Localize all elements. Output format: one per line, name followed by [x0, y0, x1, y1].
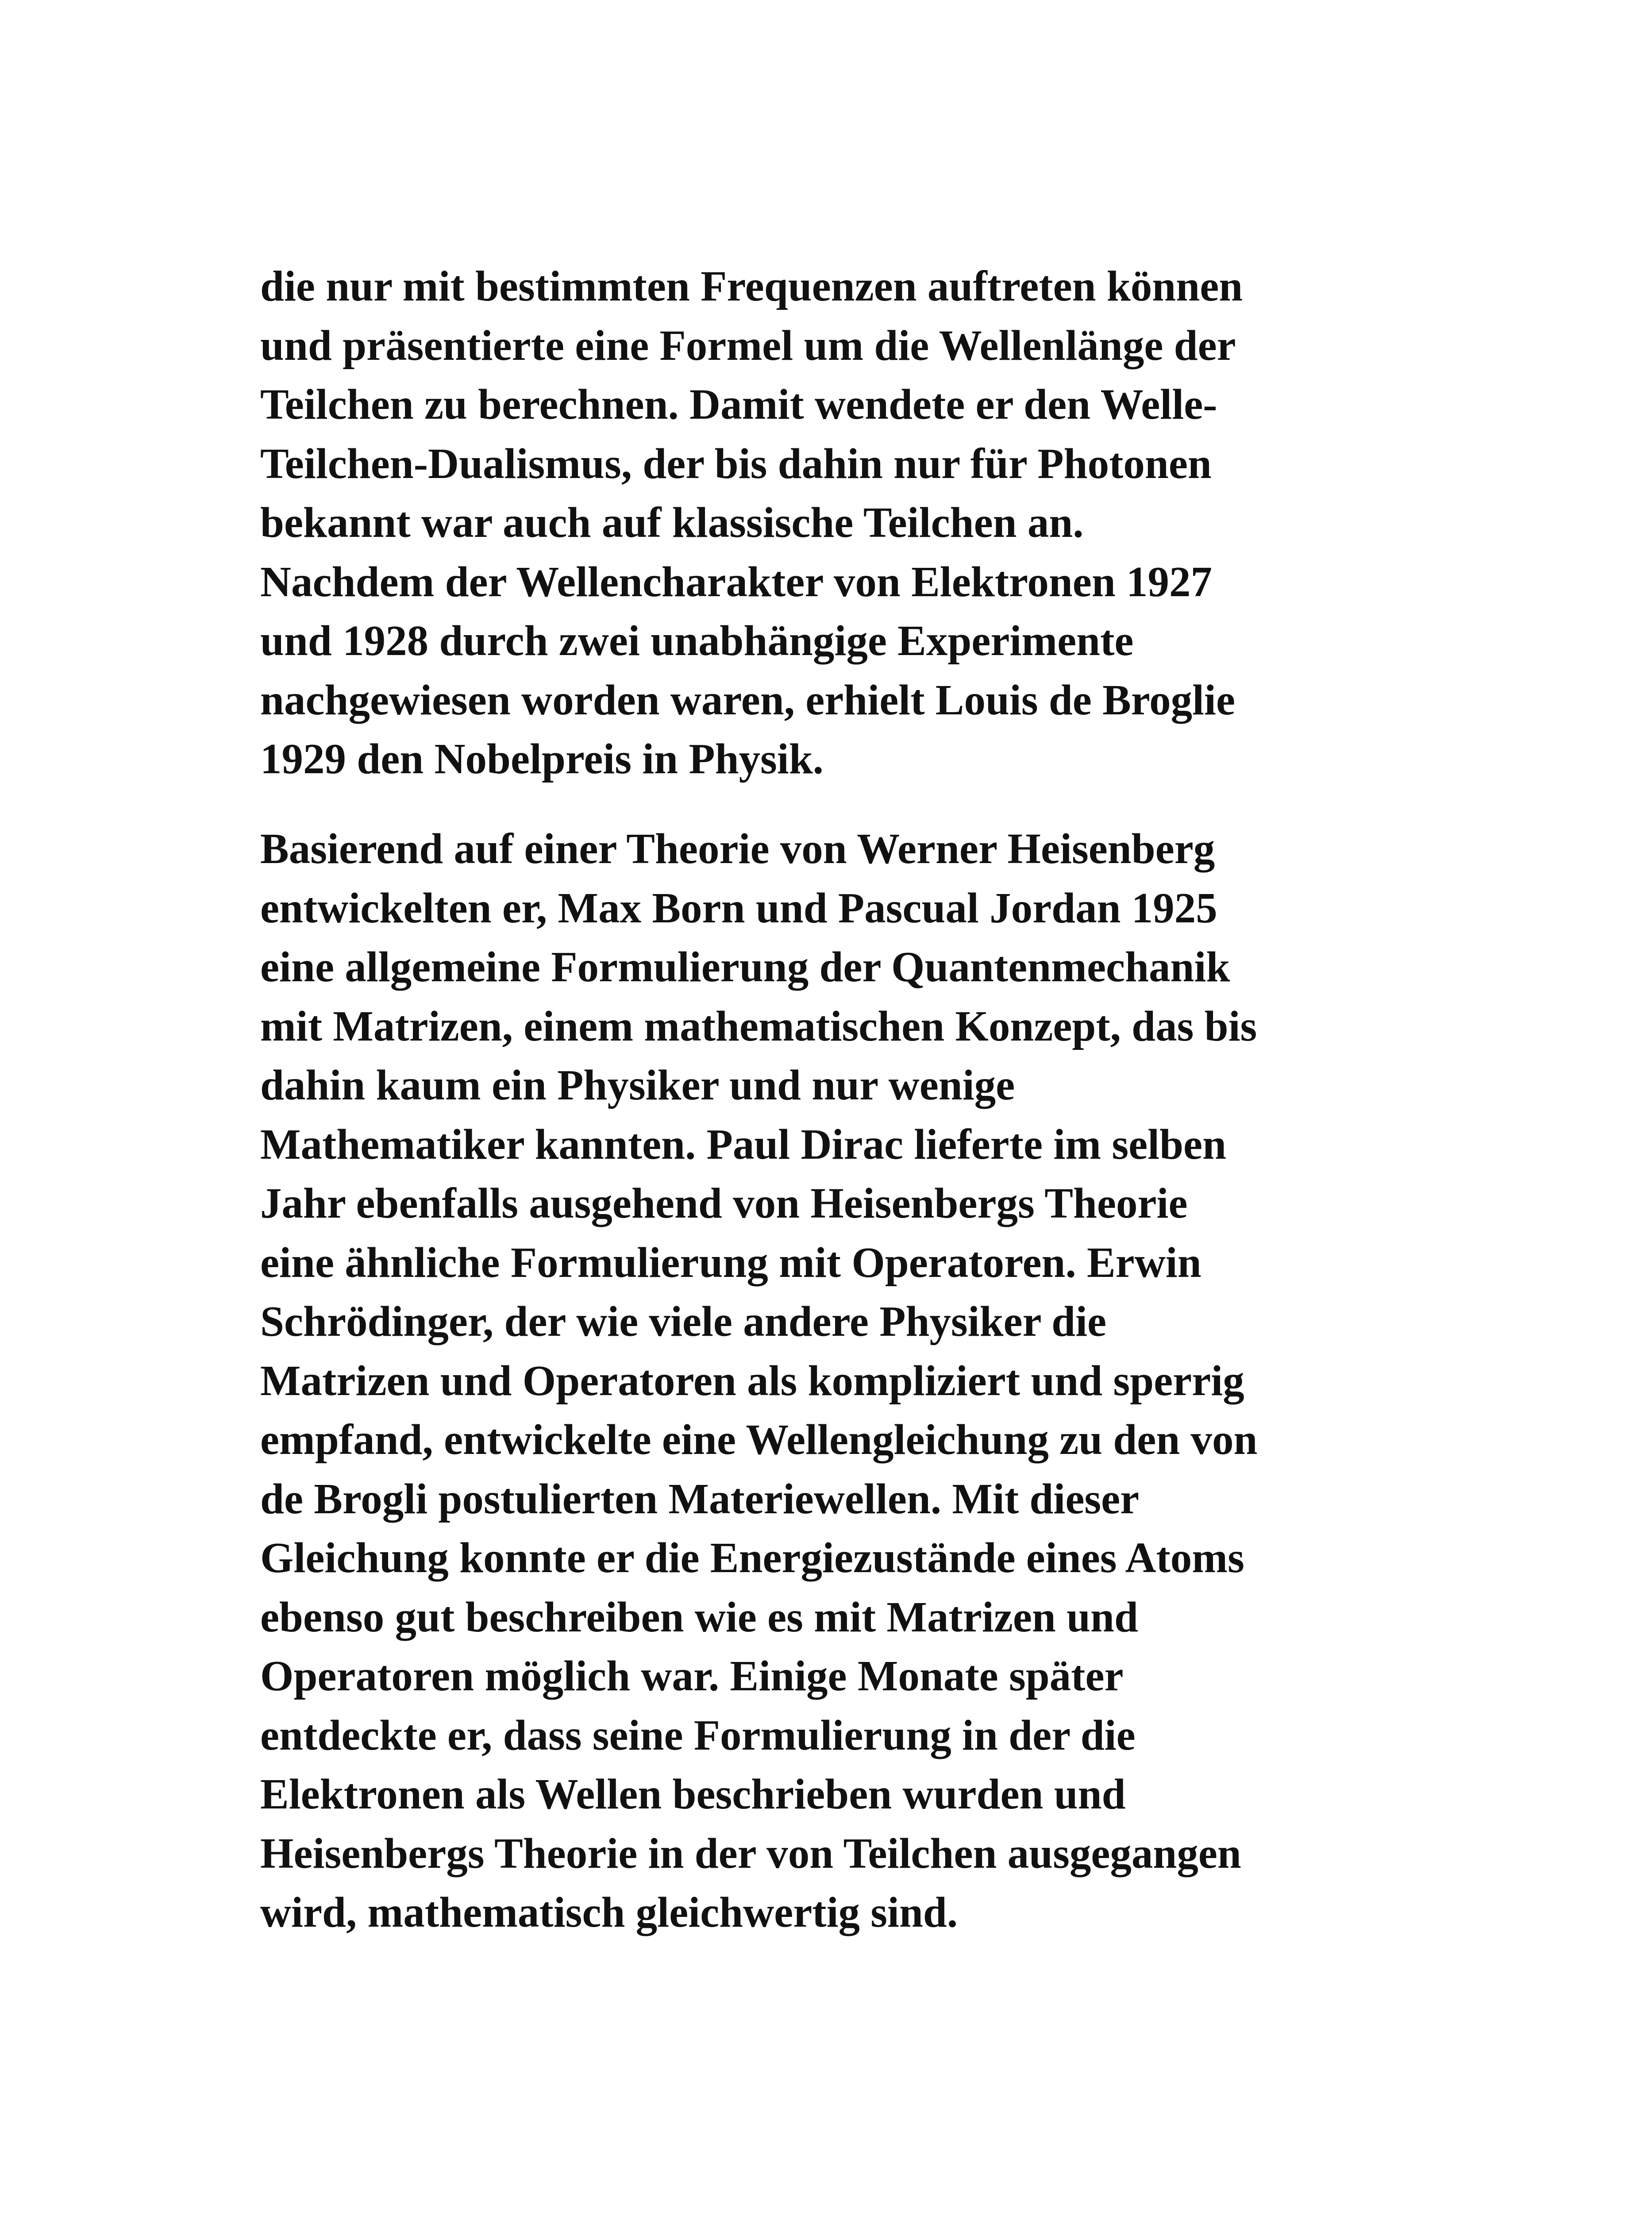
paragraph-2 [260, 819, 1411, 1942]
text-line: bekannt war auch auf klassische Teilchen an. [260, 499, 1084, 546]
text-line: Teilchen zu berechnen. Damit wendete er den Welle- [260, 381, 1217, 428]
text-line: Teilchen-Dualismus, der bis dahin nur für Photonen [260, 440, 1212, 487]
text-line: Matrizen und Operatoren als kompliziert und sperrig [260, 1357, 1244, 1404]
text-line: wird, mathematisch gleichwertig sind. [260, 1889, 958, 1936]
text-line: nachgewiesen worden waren, erhielt Louis de Broglie [260, 676, 1236, 724]
text-line: Jahr ebenfalls ausgehend von Heisenbergs Theorie [260, 1180, 1188, 1227]
text-line: de Brogli postulierten Materiewellen. Mit dieser [260, 1475, 1140, 1523]
text-line: empfand, entwickelte eine Wellengleichung zu den von [260, 1416, 1258, 1463]
text-line: 1929 den Nobelpreis in Physik. [260, 735, 824, 783]
text-line: die nur mit bestimmten Frequenzen auftreten können [260, 262, 1243, 310]
text-line: Schrödinger, der wie viele andere Physiker die [260, 1298, 1107, 1345]
text-line: dahin kaum ein Physiker und nur wenige [260, 1061, 1015, 1109]
text-line: Elektronen als Wellen beschrieben wurden und [260, 1770, 1126, 1818]
text-line: eine allgemeine Formulierung der Quantenmechanik [260, 943, 1230, 991]
text-line: Heisenbergs Theorie in der von Teilchen ausgegangen [260, 1829, 1241, 1877]
text-line: mit Matrizen, einem mathematischen Konzept, das bis [260, 1002, 1257, 1050]
text-line: eine ähnliche Formulierung mit Operatoren. Erwin [260, 1238, 1201, 1286]
text-line: Basierend auf einer Theorie von Werner Heisenberg [260, 825, 1215, 872]
text-line: entdeckte er, dass seine Formulierung in der die [260, 1711, 1136, 1759]
paragraph-1 [260, 257, 1411, 789]
text-line: Mathematiker kannten. Paul Dirac lieferte im selben [260, 1120, 1227, 1168]
text-line: und 1928 durch zwei unabhängige Experimente [260, 617, 1134, 664]
text-line: ebenso gut beschreiben wie es mit Matrizen und [260, 1593, 1138, 1641]
text-line: Nachdem der Wellencharakter von Elektronen 1927 [260, 558, 1213, 605]
text-line: entwickelten er, Max Born und Pascual Jordan 1925 [260, 884, 1217, 932]
text-line: und präsentierte eine Formel um die Wellenlänge der [260, 321, 1236, 369]
text-line: Operatoren möglich war. Einige Monate später [260, 1652, 1124, 1700]
text-line: Gleichung konnte er die Energiezustände eines Atoms [260, 1534, 1244, 1581]
